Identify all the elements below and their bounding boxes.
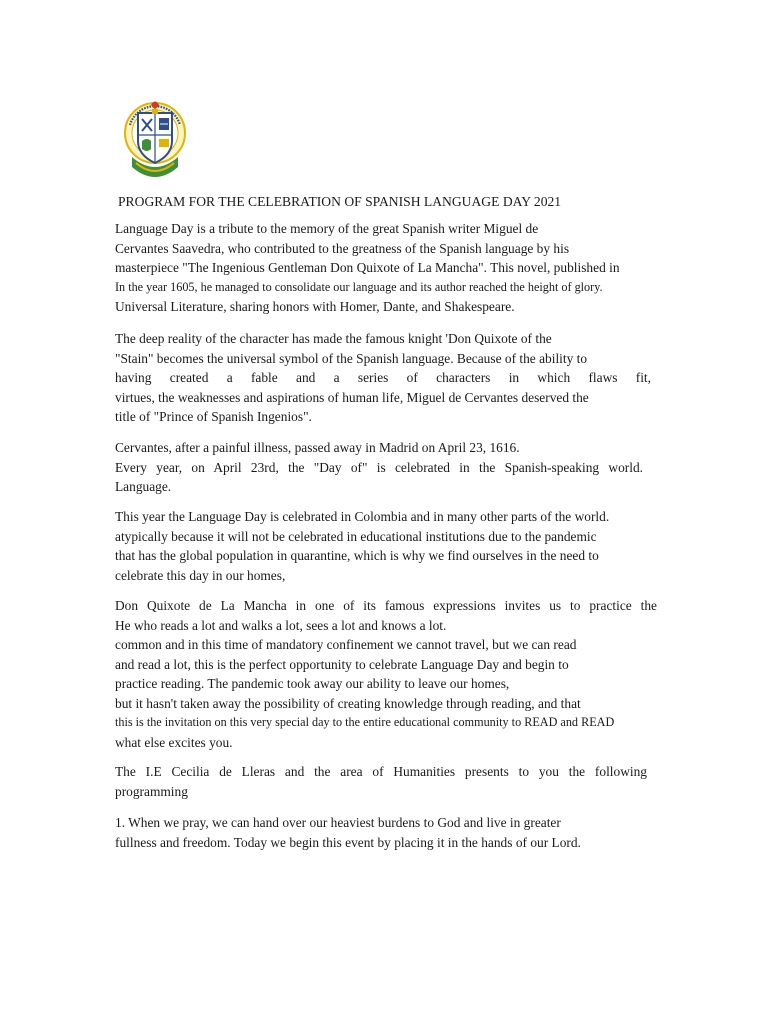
paragraph-line: Don Quixote de La Mancha in one of its famous expressions invites us to practice the <box>115 598 657 613</box>
paragraph-line: 1. When we pray, we can hand over our heaviest burdens to God and live in greater <box>115 815 561 830</box>
paragraph-cervantes-death <box>115 438 681 497</box>
paragraph-don-quixote <box>115 596 681 752</box>
paragraph-line: but it hasn't taken away the possibility of creating knowledge through reading, and that <box>115 695 581 711</box>
paragraph-line: celebrate this day in our homes, <box>115 567 286 583</box>
paragraph-line: Cervantes, after a painful illness, passed away in Madrid on April 23, 1616. <box>115 440 520 455</box>
paragraph-line: Language Day is a tribute to the memory of the great Spanish writer Miguel de <box>115 221 539 236</box>
paragraph-programming-intro <box>115 762 681 801</box>
paragraph-line: fullness and freedom. Today we begin this event by placing it in the hands of our Lord. <box>115 834 581 850</box>
page-title: PROGRAM FOR THE CELEBRATION OF SPANISH LANGUAGE DAY 2021 <box>118 194 562 209</box>
paragraph-this-year <box>115 507 681 585</box>
program-item-1 <box>115 813 681 852</box>
paragraph-tribute <box>115 219 681 317</box>
paragraph-line: masterpiece "The Ingenious Gentleman Don Quixote of La Mancha". This novel, published in <box>115 260 620 275</box>
paragraph-line: common and in this time of mandatory confinement we cannot travel, but we can read <box>115 637 577 652</box>
paragraph-line: Every year, on April 23rd, the "Day of" is celebrated in the Spanish-speaking world. <box>115 459 643 475</box>
paragraph-line: title of "Prince of Spanish Ingenios". <box>115 409 312 424</box>
paragraph-line: In the year 1605, he managed to consolidate our language and its author reached the height of glory. <box>115 279 603 294</box>
paragraph-line: programming <box>115 783 188 799</box>
paragraph-line: The deep reality of the character has made the famous knight 'Don Quixote of the <box>115 331 552 346</box>
paragraph-line: practice reading. The pandemic took away our ability to leave our homes, <box>115 676 510 691</box>
paragraph-line: The I.E Cecilia de Lleras and the area of Humanities presents to you the following <box>115 764 647 779</box>
paragraph-line: Language. <box>115 479 172 494</box>
paragraph-line: this is the invitation on this very special day to the entire educational community to READ and READ <box>115 715 615 729</box>
school-crest-logo <box>118 97 192 187</box>
paragraph-character <box>115 329 681 427</box>
paragraph-line: having created a fable and a series of characters in which flaws fit, <box>115 370 651 385</box>
paragraph-line: atypically because it will not be celebrated in educational institutions due to the pandemic <box>115 528 597 544</box>
paragraph-line: He who reads a lot and walks a lot, sees a lot and knows a lot. <box>115 617 447 633</box>
paragraph-line: that has the global population in quarantine, which is why we find ourselves in the need to <box>115 548 599 563</box>
paragraph-line: Cervantes Saavedra, who contributed to the greatness of the Spanish language by his <box>115 240 570 256</box>
paragraph-line: virtues, the weaknesses and aspirations of human life, Miguel de Cervantes deserved the <box>115 389 589 405</box>
paragraph-line: "Stain" becomes the universal symbol of the Spanish language. Because of the ability to <box>115 350 588 366</box>
paragraph-line: and read a lot, this is the perfect opportunity to celebrate Language Day and begin to <box>115 656 569 672</box>
paragraph-line: This year the Language Day is celebrated in Colombia and in many other parts of the world. <box>115 509 610 524</box>
paragraph-line: Universal Literature, sharing honors with Homer, Dante, and Shakespeare. <box>115 299 515 314</box>
paragraph-line: what else excites you. <box>115 734 233 750</box>
